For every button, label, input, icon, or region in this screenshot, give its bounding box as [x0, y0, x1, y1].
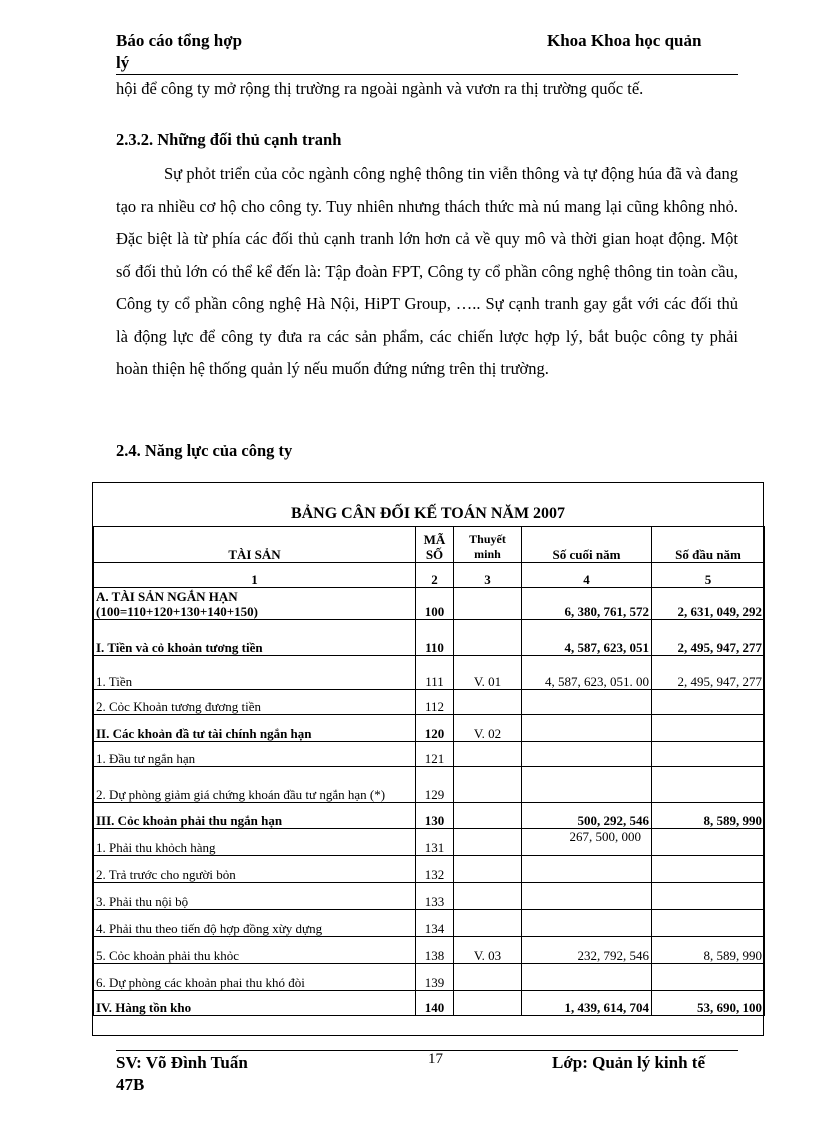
table-row: IV. Hàng tồn kho 140 1, 439, 614, 704 53, 690, 100	[94, 991, 765, 1016]
competitors-paragraph: Sự phỏt triển của cỏc ngành công nghệ thông tin viễn thông và tự động húa đã và đang tạo ra nhiều cơ hộ cho công ty. Tuy nhiên nhưng thách thức mà nú mang lại cũng không nhỏ. Đặc biệt là từ phía các đối thủ cạnh tranh lớn hơn cả về quy mô và thời gian hoạt động. Một số đối thủ lớn có thể kể đến là: Tập đoàn FPT, Công ty cổ phần công nghệ thông tin toàn cầu, Công ty cổ phần công nghệ Hà Nội, HiPT Group, ….. Sự cạnh tranh gay gắt với các đối thủ là động lực để công ty đưa ra các sản phẩm, các chiến lược hợp lý, bắt buộc công ty phải hoàn thiện hệ thống quản lý nếu muốn đứng nứng trên thị trường.	[116, 164, 738, 378]
footer-student	[116, 1052, 296, 1096]
table-row: 2. Trả trước cho người bỏn 132	[94, 856, 765, 883]
header-asset: TÀI SẢN	[94, 527, 416, 563]
header-code: MÃ SỐ	[416, 527, 454, 563]
header-begin-year: Số đầu năm	[652, 527, 765, 563]
table-row: 4. Phải thu theo tiến độ hợp đồng xừy dựng 134	[94, 910, 765, 937]
balance-sheet-box	[92, 482, 764, 1036]
footer-class: Lớp: Quản lý kinh tế	[552, 1053, 706, 1072]
header-end-year: Số cuối năm	[522, 527, 652, 563]
continuation-line: hội để công ty mở rộng thị trường ra ngoài ngành và vươn ra thị trường quốc tế.	[116, 79, 644, 98]
table-row: 1. Phải thu khỏch hàng 131 267, 500, 000	[94, 829, 765, 856]
footer-student-cohort: 47B	[116, 1075, 145, 1094]
column-number-row: 1 2 3 4 5	[94, 563, 765, 588]
table-header-row	[94, 527, 765, 563]
table-row: I. Tiền và cỏ khoản tương tiền 110 4, 587, 623, 051 2, 495, 947, 277	[94, 620, 765, 656]
balance-sheet-title: BẢNG CÂN ĐỐI KẾ TOÁN NĂM 2007	[290, 505, 566, 522]
table-row: 1. Tiền 111 V. 01 4, 587, 623, 051. 00 2, 495, 947, 277	[94, 656, 765, 690]
table-row: 2. Dự phòng giảm giá chứng khoán đầu tư ngắn hạn (*) 129	[94, 767, 765, 803]
table-row: III. Cỏc khoản phải thu ngắn hạn 130 500, 292, 546 8, 589, 990	[94, 803, 765, 829]
section-heading-capacity: 2.4. Năng lực của công ty	[116, 441, 293, 460]
footer-rule	[116, 1050, 738, 1051]
footer-student-name: SV: Võ Đình Tuấn	[116, 1053, 248, 1072]
table-row: 6. Dự phòng các khoản phai thu khó đòi 139	[94, 964, 765, 991]
page-number: 17	[428, 1051, 443, 1067]
section-heading-competitors: 2.3.2. Những đối thủ cạnh tranh	[116, 130, 342, 149]
table-row: II. Các khoản đầ tư tài chính ngắn hạn 120 V. 02	[94, 715, 765, 742]
table-row: A. TÀI SẢN NGẮN HẠN (100=110+120+130+140+150) 100 6, 380, 761, 572 2, 631, 049, 292	[94, 588, 765, 620]
table-row: 5. Cỏc khoản phải thu khỏc 138 V. 03 232, 792, 546 8, 589, 990	[94, 937, 765, 964]
header-report-title: Báo cáo tổng hợp	[116, 31, 243, 50]
table-row: 3. Phải thu nội bộ 133	[94, 883, 765, 910]
header-rule	[116, 74, 738, 75]
table-row: 1. Đầu tư ngắn hạn 121	[94, 742, 765, 767]
header-report-title-cont: lý	[116, 53, 130, 72]
header-left	[116, 30, 316, 74]
header-faculty: Khoa Khoa học quản	[547, 31, 702, 50]
balance-sheet-table	[93, 526, 765, 1016]
header-note: Thuyết minh	[454, 527, 522, 563]
table-row: 2. Cỏc Khoản tương đương tiền 112	[94, 690, 765, 715]
